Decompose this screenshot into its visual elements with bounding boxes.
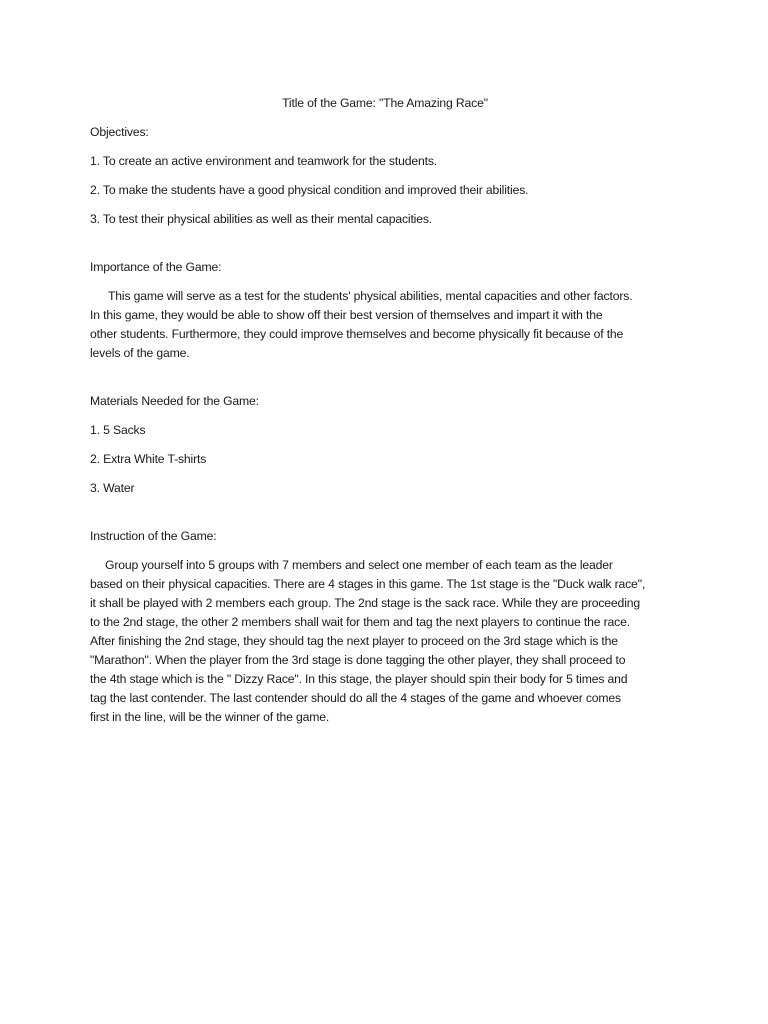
instruction-heading: Instruction of the Game:: [90, 529, 217, 543]
instruction-line-4: to the 2nd stage, the other 2 members shall wait for them and tag the next players to continue the race.: [90, 615, 630, 629]
instruction-line-5: After finishing the 2nd stage, they should tag the next player to proceed on the 3rd stage which is the: [90, 634, 618, 648]
section-spacer: [90, 508, 680, 527]
material-item-1: 1. 5 Sacks: [90, 423, 146, 437]
instruction-line-2: based on their physical capacities. There are 4 stages in this game. The 1st stage is the "Duck walk race",: [90, 577, 646, 591]
document-body: [90, 94, 680, 737]
importance-paragraph: [90, 287, 680, 363]
material-item-3: 3. Water: [90, 481, 135, 495]
instruction-line-7: the 4th stage which is the " Dizzy Race". In this stage, the player should spin their body for 5 times and: [90, 672, 628, 686]
importance-line-4: levels of the game.: [90, 346, 190, 360]
material-item-2: 2. Extra White T-shirts: [90, 452, 207, 466]
instruction-line-8: tag the last contender. The last contender should do all the 4 stages of the game and whoever comes: [90, 691, 622, 705]
objective-item-2: 2. To make the students have a good physical condition and improved their abilities.: [90, 183, 529, 197]
document-title: Title of the Game: "The Amazing Race": [282, 96, 488, 110]
instruction-line-1: Group yourself into 5 groups with 7 members and select one member of each team as the leader: [105, 558, 613, 572]
importance-line-1: This game will serve as a test for the students' physical abilities, mental capacities and other factors.: [108, 289, 633, 303]
objective-item-1: 1. To create an active environment and teamwork for the students.: [90, 154, 438, 168]
materials-heading: Materials Needed for the Game:: [90, 394, 259, 408]
importance-heading: Importance of the Game:: [90, 260, 222, 274]
instruction-line-9: first in the line, will be the winner of the game.: [90, 710, 330, 724]
section-spacer: [90, 373, 680, 392]
instruction-line-3: it shall be played with 2 members each group. The 2nd stage is the sack race. While they are proceeding: [90, 596, 641, 610]
instruction-line-6: "Marathon". When the player from the 3rd stage is done tagging the other player, they shall proceed to: [90, 653, 626, 667]
importance-line-2: In this game, they would be able to show off their best version of themselves and impart it with the: [90, 308, 603, 322]
objectives-heading: Objectives:: [90, 125, 149, 139]
importance-line-3: other students. Furthermore, they could improve themselves and become physically fit because of the: [90, 327, 624, 341]
objective-item-3: 3. To test their physical abilities as well as their mental capacities.: [90, 212, 433, 226]
instruction-paragraph: [90, 556, 680, 727]
section-spacer: [90, 239, 680, 258]
